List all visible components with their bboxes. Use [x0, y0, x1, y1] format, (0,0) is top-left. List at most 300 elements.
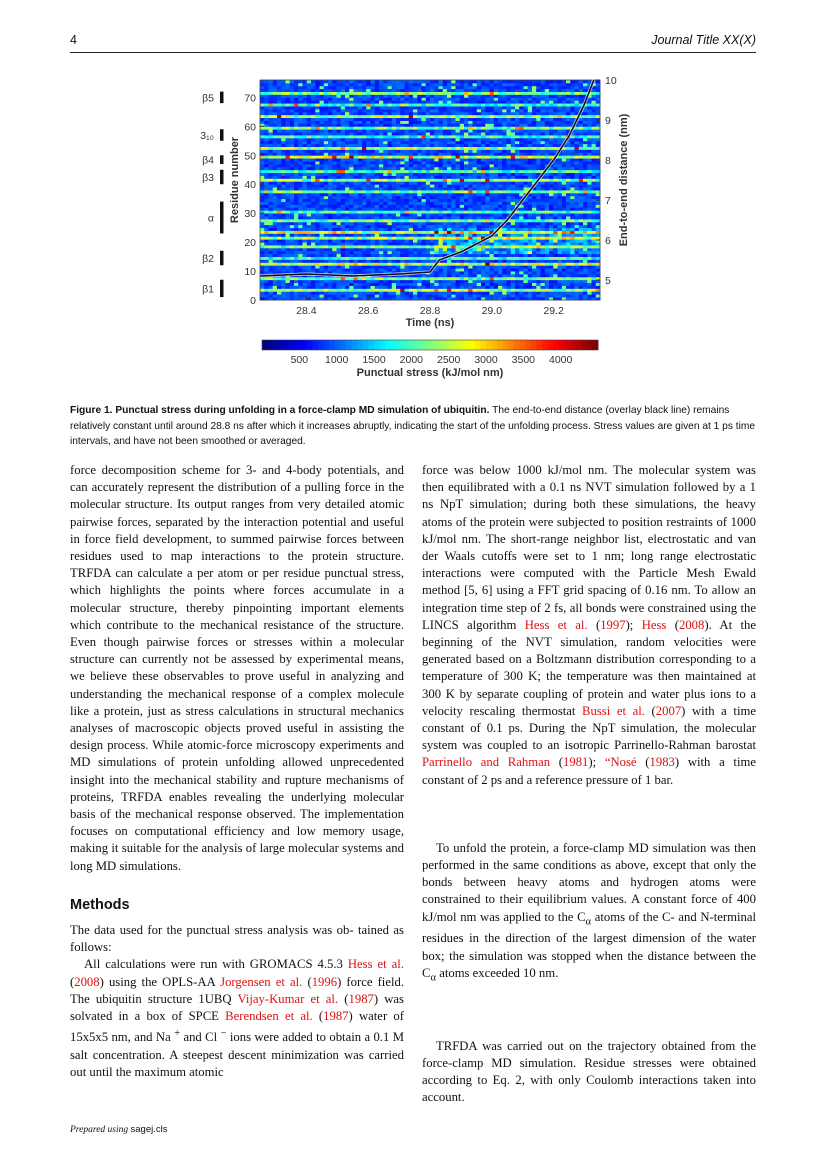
heatmap-cell [579, 184, 584, 187]
heatmap-cell [413, 176, 418, 179]
heatmap-cell [315, 187, 320, 190]
heatmap-cell [549, 144, 554, 147]
heatmap-cell [485, 294, 490, 297]
heatmap-cell [269, 173, 274, 176]
heatmap-cell [337, 118, 342, 121]
heatmap-cell [311, 190, 316, 193]
heatmap-cell [375, 184, 380, 187]
heatmap-cell [345, 254, 350, 257]
heatmap-cell [426, 251, 431, 254]
heatmap-cell [413, 236, 418, 239]
heatmap-cell [494, 280, 499, 283]
heatmap-cell [532, 132, 537, 135]
heatmap-cell [358, 262, 363, 265]
heatmap-cell [277, 126, 282, 129]
heatmap-cell [307, 210, 312, 213]
heatmap-cell [417, 257, 422, 260]
heatmap-cell [460, 161, 465, 164]
heatmap-cell [528, 155, 533, 158]
heatmap-cell [260, 138, 265, 141]
heatmap-cell [515, 199, 520, 202]
heatmap-cell [468, 239, 473, 242]
heatmap-cell [536, 123, 541, 126]
heatmap-cell [366, 167, 371, 170]
heatmap-cell [273, 259, 278, 262]
heatmap-cell [324, 187, 329, 190]
heatmap-cell [277, 257, 282, 260]
heatmap-cell [541, 181, 546, 184]
heatmap-cell [294, 161, 299, 164]
heatmap-cell [456, 257, 461, 260]
heatmap-cell [587, 277, 592, 280]
heatmap-cell [332, 126, 337, 129]
heatmap-cell [579, 187, 584, 190]
heatmap-cell [498, 181, 503, 184]
heatmap-cell [405, 242, 410, 245]
heatmap-cell [303, 176, 308, 179]
heatmap-cell [392, 265, 397, 268]
heatmap-cell [481, 202, 486, 205]
heatmap-cell [358, 121, 363, 124]
heatmap-cell [532, 155, 537, 158]
heatmap-cell [392, 277, 397, 280]
heatmap-cell [511, 147, 516, 150]
heatmap-cell [273, 176, 278, 179]
heatmap-cell [290, 219, 295, 222]
heatmap-cell [468, 286, 473, 289]
heatmap-cell [320, 164, 325, 167]
heatmap-cell [570, 245, 575, 248]
heatmap-cell [413, 233, 418, 236]
heatmap-cell [307, 164, 312, 167]
heatmap-cell [587, 164, 592, 167]
heatmap-cell [536, 236, 541, 239]
heatmap-cell [528, 121, 533, 124]
heatmap-cell [315, 202, 320, 205]
heatmap-cell [430, 277, 435, 280]
heatmap-cell [553, 213, 558, 216]
heatmap-cell [536, 167, 541, 170]
heatmap-cell [303, 187, 308, 190]
heatmap-cell [570, 147, 575, 150]
heatmap-cell [477, 248, 482, 251]
heatmap-cell [468, 187, 473, 190]
heatmap-cell [549, 245, 554, 248]
heatmap-cell [277, 190, 282, 193]
heatmap-cell [358, 219, 363, 222]
heatmap-cell [354, 164, 359, 167]
heatmap-cell [286, 283, 291, 286]
heatmap-cell [366, 259, 371, 262]
heatmap-cell [575, 135, 580, 138]
heatmap-cell [362, 184, 367, 187]
heatmap-cell [502, 170, 507, 173]
heatmap-cell [575, 251, 580, 254]
heatmap-cell [392, 161, 397, 164]
heatmap-cell [507, 164, 512, 167]
heatmap-cell [281, 155, 286, 158]
heatmap-cell [498, 187, 503, 190]
heatmap-cell [502, 283, 507, 286]
heatmap-cell [473, 265, 478, 268]
heatmap-cell [443, 178, 448, 181]
heatmap-cell [575, 204, 580, 207]
heatmap-cell [371, 265, 376, 268]
heatmap-cell [481, 138, 486, 141]
heatmap-cell [592, 173, 597, 176]
heatmap-cell [443, 222, 448, 225]
heatmap-cell [383, 239, 388, 242]
heatmap-cell [294, 210, 299, 213]
heatmap-cell [583, 204, 588, 207]
heatmap-cell [277, 225, 282, 228]
heatmap-cell [430, 155, 435, 158]
heatmap-cell [430, 126, 435, 129]
heatmap-cell [409, 225, 414, 228]
heatmap-cell [264, 239, 269, 242]
heatmap-cell [379, 280, 384, 283]
heatmap-cell [515, 283, 520, 286]
heatmap-cell [460, 259, 465, 262]
heatmap-cell [294, 167, 299, 170]
heatmap-cell [332, 216, 337, 219]
heatmap-cell [532, 144, 537, 147]
heatmap-cell [447, 277, 452, 280]
heatmap-cell [447, 283, 452, 286]
heatmap-cell [324, 225, 329, 228]
heatmap-cell [400, 135, 405, 138]
heatmap-cell [587, 242, 592, 245]
heatmap-cell [409, 268, 414, 271]
heatmap-cell [379, 202, 384, 205]
heatmap-cell [477, 222, 482, 225]
heatmap-cell [566, 176, 571, 179]
heatmap-cell [524, 265, 529, 268]
heatmap-cell [311, 123, 316, 126]
heatmap-cell [460, 129, 465, 132]
heatmap-cell [498, 268, 503, 271]
heatmap-cell [264, 144, 269, 147]
heatmap-cell [396, 228, 401, 231]
heatmap-cell [277, 161, 282, 164]
heatmap-cell [324, 248, 329, 251]
heatmap-cell [473, 262, 478, 265]
heatmap-cell [443, 216, 448, 219]
heatmap-cell [502, 213, 507, 216]
heatmap-cell [260, 286, 265, 289]
heatmap-cell [409, 239, 414, 242]
heatmap-cell [456, 173, 461, 176]
heatmap-cell [332, 280, 337, 283]
heatmap-cell [494, 129, 499, 132]
heatmap-cell [366, 193, 371, 196]
heatmap-cell [422, 123, 427, 126]
heatmap-cell [430, 294, 435, 297]
heatmap-cell [260, 164, 265, 167]
heatmap-cell [417, 225, 422, 228]
heatmap-cell [349, 138, 354, 141]
heatmap-cell [417, 178, 422, 181]
heatmap-cell [426, 138, 431, 141]
heatmap-cell [417, 152, 422, 155]
heatmap-cell [290, 158, 295, 161]
heatmap-cell [570, 268, 575, 271]
heatmap-cell [426, 170, 431, 173]
heatmap-cell [532, 228, 537, 231]
heatmap-cell [532, 262, 537, 265]
heatmap-cell [460, 231, 465, 234]
heatmap-cell [507, 141, 512, 144]
heatmap-cell [311, 149, 316, 152]
heatmap-cell [528, 239, 533, 242]
heatmap-cell [481, 187, 486, 190]
heatmap-cell [332, 277, 337, 280]
heatmap-cell [477, 202, 482, 205]
heatmap-cell [532, 242, 537, 245]
heatmap-cell [349, 219, 354, 222]
heatmap-cell [434, 242, 439, 245]
heatmap-cell [413, 190, 418, 193]
heatmap-cell [298, 216, 303, 219]
heatmap-cell [375, 259, 380, 262]
heatmap-cell [375, 251, 380, 254]
heatmap-cell [273, 228, 278, 231]
heatmap-cell [532, 126, 537, 129]
heatmap-cell [460, 236, 465, 239]
heatmap-cell [311, 231, 316, 234]
heatmap-cell [396, 161, 401, 164]
heatmap-cell [273, 225, 278, 228]
heatmap-cell [324, 184, 329, 187]
heatmap-cell [366, 239, 371, 242]
heatmap-cell [290, 161, 295, 164]
heatmap-cell [290, 294, 295, 297]
heatmap-cell [362, 158, 367, 161]
heatmap-cell [592, 135, 597, 138]
heatmap-cell [558, 294, 563, 297]
heatmap-cell [383, 222, 388, 225]
heatmap-cell [575, 193, 580, 196]
heatmap-cell [451, 135, 456, 138]
heatmap-cell [549, 294, 554, 297]
heatmap-cell [371, 242, 376, 245]
heatmap-cell [456, 199, 461, 202]
heatmap-cell [519, 225, 524, 228]
heatmap-cell [434, 294, 439, 297]
heatmap-cell [498, 199, 503, 202]
heatmap-cell [456, 228, 461, 231]
heatmap-cell [579, 138, 584, 141]
heatmap-cell [345, 121, 350, 124]
heatmap-cell [519, 283, 524, 286]
heatmap-cell [400, 184, 405, 187]
heatmap-cell [456, 207, 461, 210]
heatmap-cell [349, 222, 354, 225]
heatmap-cell [388, 228, 393, 231]
heatmap-cell [498, 283, 503, 286]
heatmap-cell [281, 152, 286, 155]
heatmap-cell [528, 158, 533, 161]
heatmap-cell [354, 265, 359, 268]
heatmap-cell [456, 286, 461, 289]
heatmap-cell [430, 149, 435, 152]
heatmap-cell [362, 251, 367, 254]
heatmap-cell [583, 121, 588, 124]
heatmap-cell [303, 277, 308, 280]
heatmap-cell [515, 259, 520, 262]
heatmap-cell [456, 213, 461, 216]
heatmap-cell [354, 184, 359, 187]
heatmap-cell [434, 222, 439, 225]
heatmap-cell [400, 294, 405, 297]
heatmap-cell [536, 283, 541, 286]
heatmap-cell [507, 271, 512, 274]
heatmap-cell [447, 152, 452, 155]
heatmap-cell [515, 248, 520, 251]
heatmap-cell [549, 138, 554, 141]
heatmap-cell [570, 167, 575, 170]
heatmap-cell [464, 294, 469, 297]
heatmap-cell [273, 190, 278, 193]
heatmap-cell [562, 222, 567, 225]
heatmap-cell [528, 135, 533, 138]
heatmap-cell [579, 199, 584, 202]
heatmap-cell [549, 132, 554, 135]
heatmap-cell [332, 181, 337, 184]
heatmap-cell [337, 233, 342, 236]
heatmap-cell [400, 262, 405, 265]
heatmap-cell [324, 149, 329, 152]
heatmap-cell [460, 158, 465, 161]
heatmap-cell [447, 294, 452, 297]
heatmap-cell [392, 173, 397, 176]
heatmap-cell [413, 277, 418, 280]
heatmap-cell [315, 286, 320, 289]
heatmap-cell [400, 181, 405, 184]
heatmap-cell [468, 207, 473, 210]
heatmap-cell [400, 239, 405, 242]
heatmap-cell [549, 199, 554, 202]
heatmap-cell [328, 152, 333, 155]
heatmap-cell [443, 236, 448, 239]
heatmap-cell [298, 181, 303, 184]
heatmap-cell [311, 138, 316, 141]
heatmap-cell [354, 129, 359, 132]
heatmap-cell [354, 176, 359, 179]
heatmap-cell [413, 219, 418, 222]
heatmap-cell [264, 199, 269, 202]
heatmap-cell [549, 280, 554, 283]
heatmap-cell [328, 155, 333, 158]
heatmap-cell [481, 288, 486, 291]
heatmap-cell [281, 239, 286, 242]
heatmap-cell [409, 288, 414, 291]
heatmap-cell [324, 152, 329, 155]
heatmap-cell [553, 132, 558, 135]
heatmap-cell [579, 236, 584, 239]
heatmap-cell [294, 181, 299, 184]
heatmap-cell [511, 277, 516, 280]
heatmap-cell [315, 184, 320, 187]
heatmap-cell [290, 141, 295, 144]
heatmap-cell [524, 254, 529, 257]
heatmap-cell [430, 222, 435, 225]
heatmap-cell [524, 216, 529, 219]
heatmap-cell [443, 210, 448, 213]
heatmap-cell [485, 155, 490, 158]
heatmap-cell [320, 280, 325, 283]
heatmap-cell [358, 126, 363, 129]
heatmap-cell [426, 164, 431, 167]
heatmap-cell [298, 135, 303, 138]
heatmap-cell [396, 242, 401, 245]
heatmap-cell [273, 193, 278, 196]
heatmap-cell [371, 138, 376, 141]
heatmap-cell [349, 144, 354, 147]
heatmap-cell [583, 147, 588, 150]
heatmap-cell [460, 242, 465, 245]
heatmap-cell [311, 196, 316, 199]
heatmap-cell [545, 204, 550, 207]
heatmap-cell [481, 123, 486, 126]
heatmap-cell [443, 138, 448, 141]
heatmap-cell [311, 259, 316, 262]
heatmap-cell [375, 149, 380, 152]
heatmap-cell [464, 286, 469, 289]
heatmap-cell [366, 233, 371, 236]
heatmap-cell [311, 225, 316, 228]
heatmap-cell [553, 231, 558, 234]
heatmap-cell [439, 283, 444, 286]
heatmap-cell [315, 161, 320, 164]
heatmap-cell [507, 147, 512, 150]
heatmap-cell [290, 277, 295, 280]
heatmap-cell [396, 199, 401, 202]
heatmap-cell [354, 152, 359, 155]
heatmap-cell [303, 155, 308, 158]
heatmap-cell [524, 152, 529, 155]
heatmap-cell [303, 123, 308, 126]
heatmap-cell [562, 190, 567, 193]
heatmap-cell [260, 254, 265, 257]
heatmap-cell [447, 135, 452, 138]
heatmap-cell [311, 251, 316, 254]
heatmap-cell [286, 144, 291, 147]
heatmap-cell [528, 216, 533, 219]
heatmap-cell [328, 196, 333, 199]
heatmap-cell [583, 193, 588, 196]
heatmap-cell [477, 245, 482, 248]
heatmap-cell [422, 225, 427, 228]
heatmap-cell [515, 228, 520, 231]
heatmap-cell [375, 254, 380, 257]
heatmap-cell [366, 204, 371, 207]
heatmap-cell [507, 178, 512, 181]
heatmap-cell [264, 158, 269, 161]
heatmap-cell [396, 213, 401, 216]
heatmap-cell [337, 123, 342, 126]
heatmap-cell [311, 294, 316, 297]
heatmap-cell [371, 286, 376, 289]
heatmap-cell [341, 204, 346, 207]
heatmap-cell [575, 286, 580, 289]
heatmap-cell [277, 233, 282, 236]
heatmap-cell [273, 231, 278, 234]
heatmap-cell [396, 262, 401, 265]
heatmap-cell [473, 152, 478, 155]
heatmap-cell [592, 242, 597, 245]
heatmap-cell [515, 294, 520, 297]
